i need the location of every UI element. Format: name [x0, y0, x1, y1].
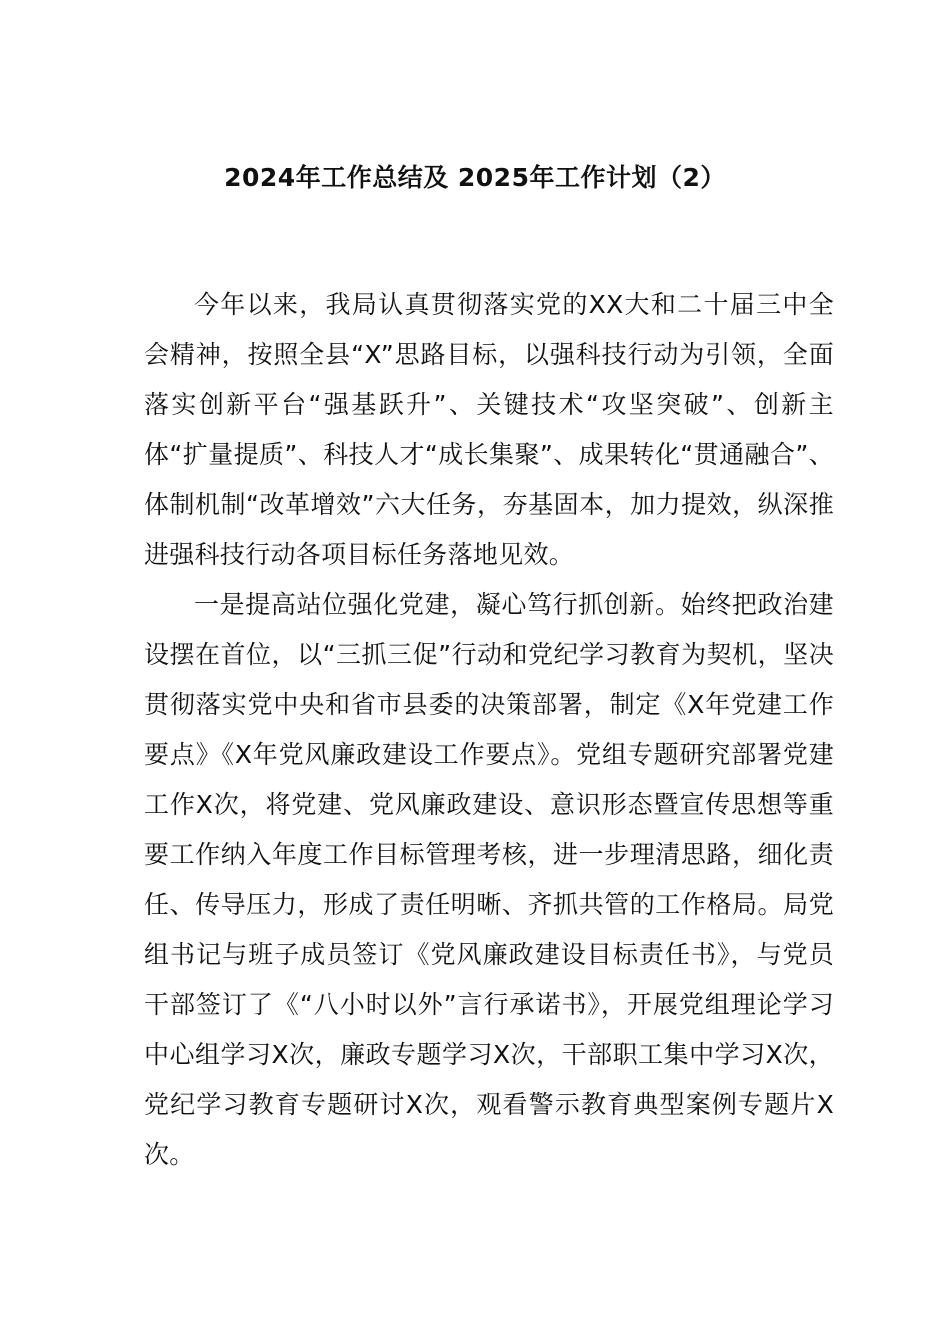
paragraph-intro: 今年以来，我局认真贯彻落实党的XX大和二十届三中全会精神，按照全县“X”思路目标，以强科技行动为引领，全面落实创新平台“强基跃升”、关键技术“攻坚突破”、创新主体“扩量提质”、科技人才“成长集聚”、成果转化“贯通融合”、体制机制“改革增效”六大任务，夯基固本，加力提效，纵深推进强科技行动各项目标任务落地见效。 [144, 290, 834, 569]
page-title: 2024年工作总结及 2025年工作计划（2） [224, 163, 726, 192]
document-body [144, 280, 834, 1180]
paragraph-party-building: 一是提高站位强化党建，凝心笃行抓创新。始终把政治建设摆在首位，以“三抓三促”行动和党纪学习教育为契机，坚决贯彻落实党中央和省市县委的决策部署，制定《X年党建工作要点》《X年党风廉政建设工作要点》。党组专题研究部署党建工作X次，将党建、党风廉政建设、意识形态暨宣传思想等重要工作纳入年度工作目标管理考核，进一步理清思路，细化责任、传导压力，形成了责任明晰、齐抓共管的工作格局。局党组书记与班子成员签订《党风廉政建设目标责任书》，与党员干部签订了《“八小时以外”言行承诺书》，开展党组理论学习中心组学习X次，廉政专题学习X次，干部职工集中学习X次，党纪学习教育专题研讨X次，观看警示教育典型案例专题片X次。 [144, 590, 834, 1169]
